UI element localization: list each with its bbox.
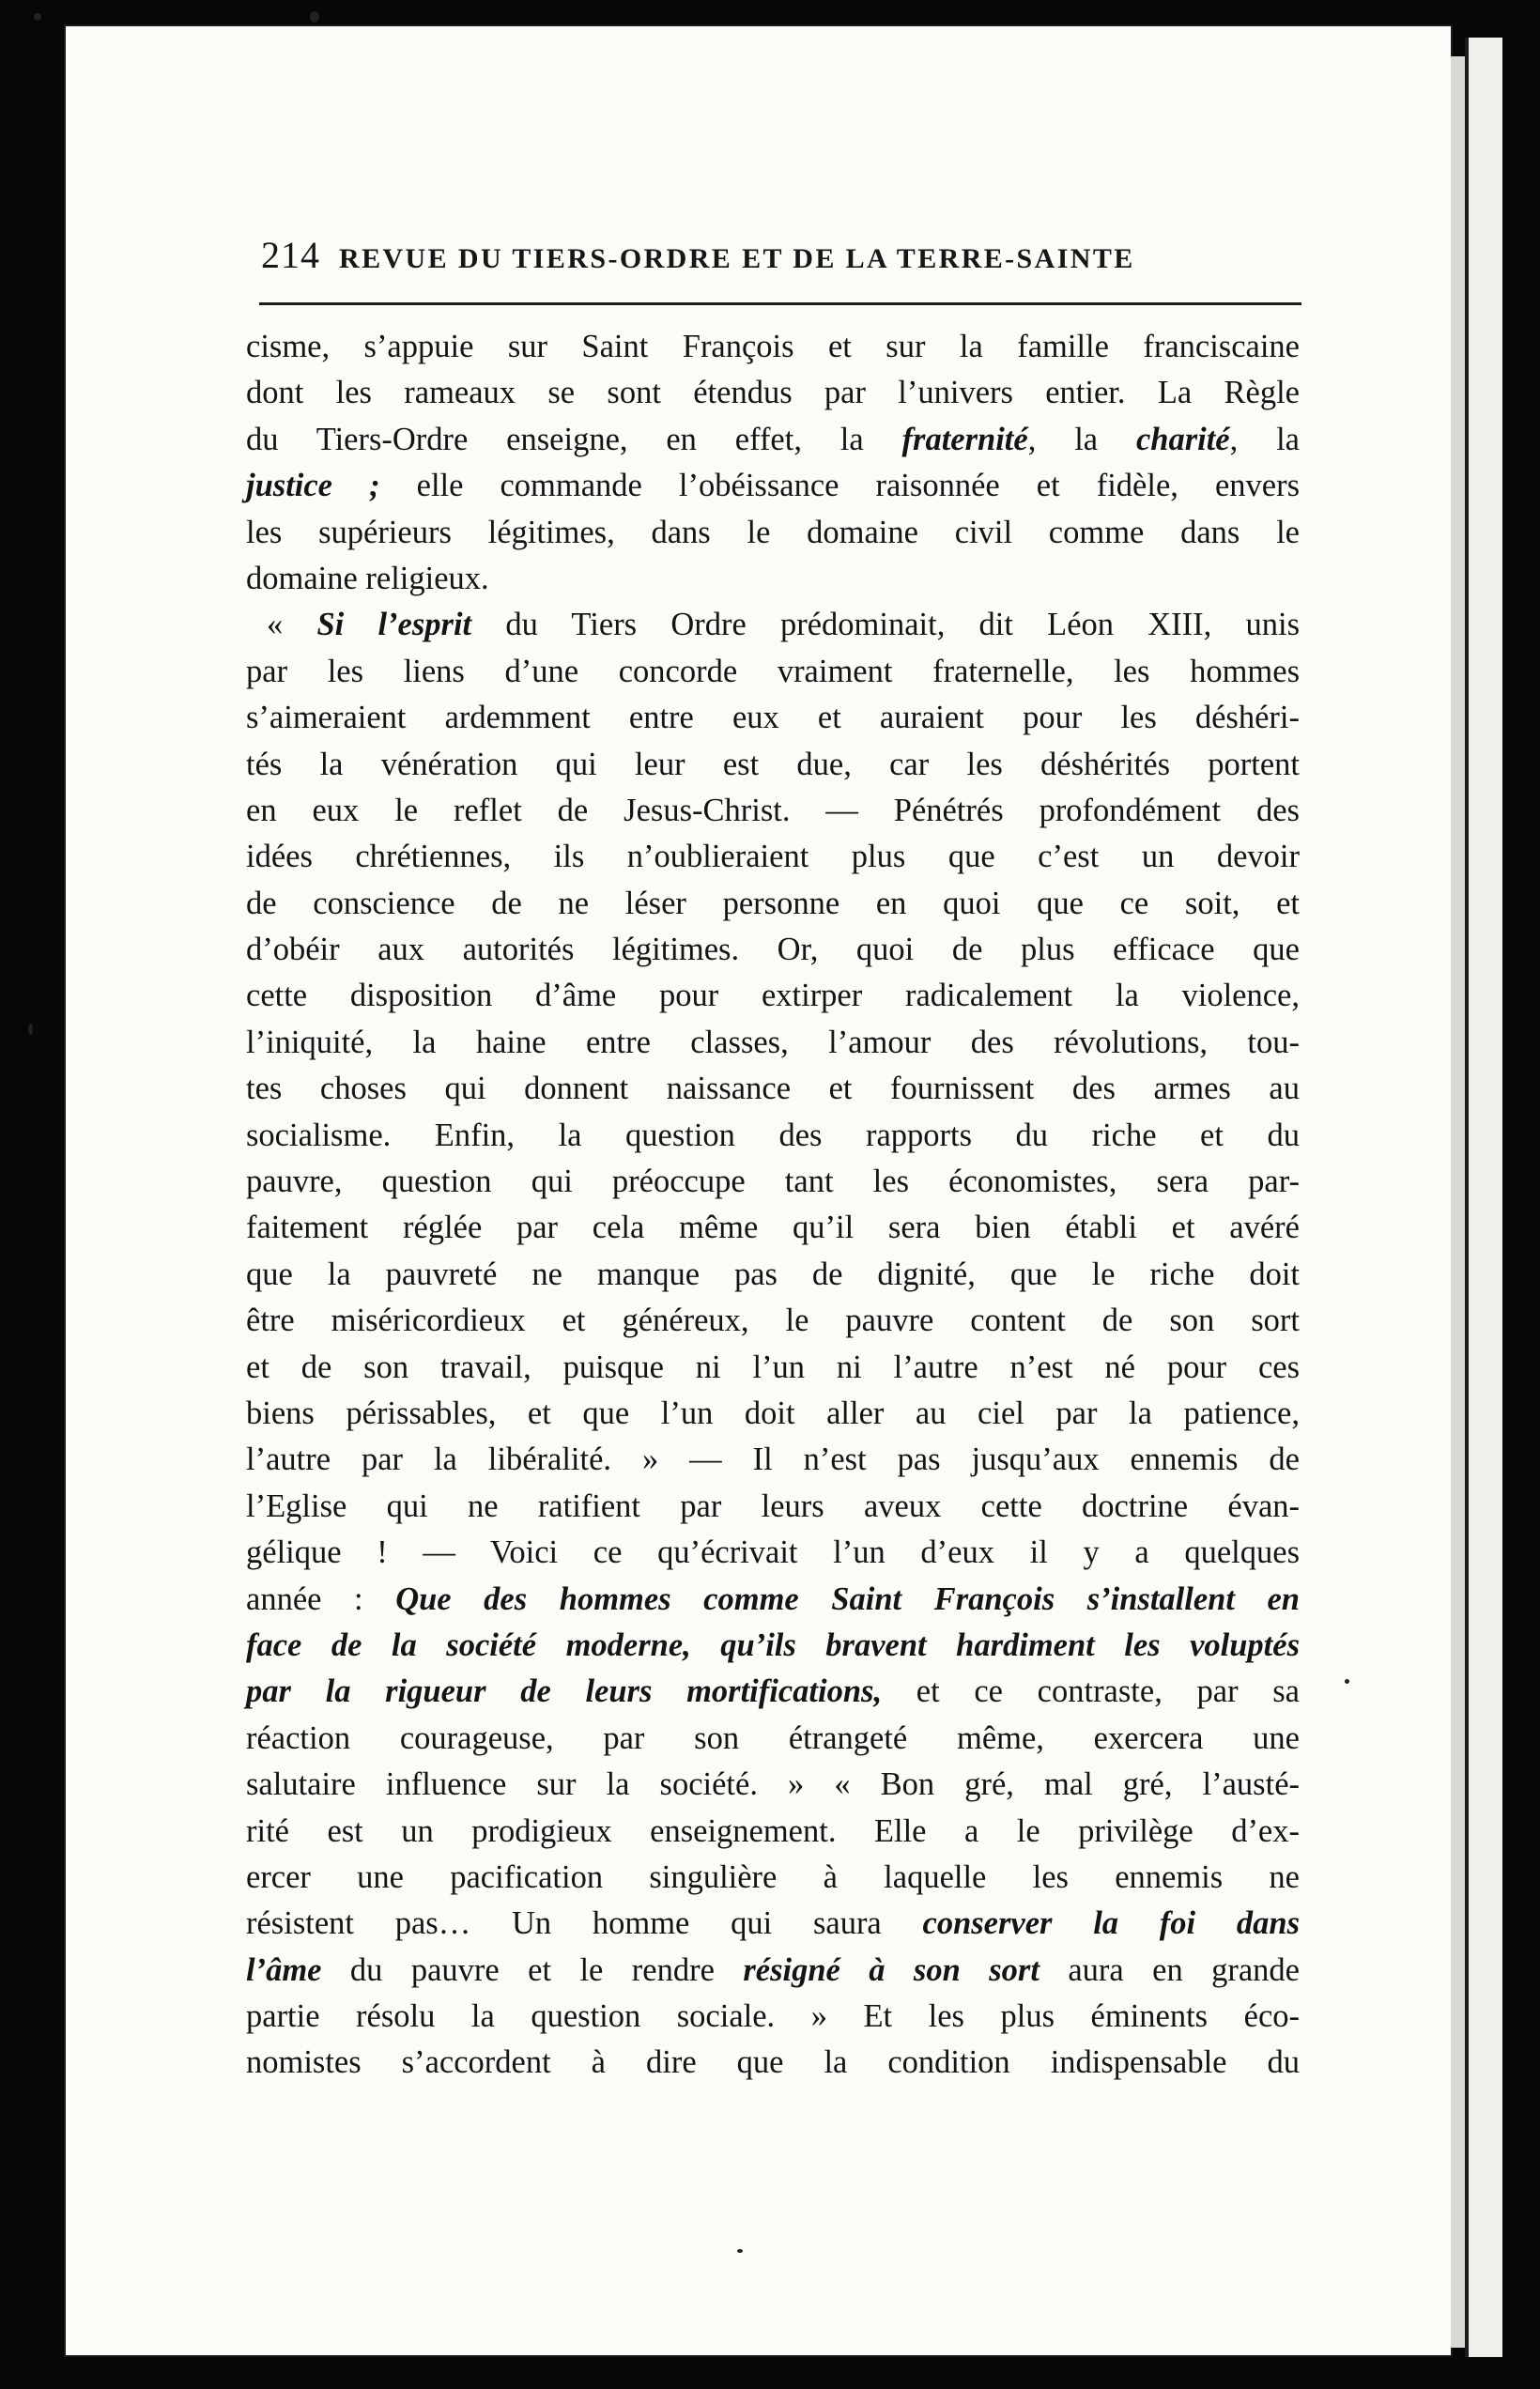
text-line bbox=[246, 1669, 1300, 1715]
text-line bbox=[246, 1994, 1300, 2040]
text-line bbox=[246, 1113, 1300, 1159]
text-segment: du Tiers Ordre prédominait, dit Léon XIII, unis bbox=[471, 607, 1300, 643]
text-segment: que la pauvreté ne manque pas de dignité, que le riche doit bbox=[246, 1256, 1300, 1292]
italic-text: l’âme bbox=[246, 1951, 322, 1988]
text-line bbox=[246, 1159, 1300, 1205]
text-line bbox=[246, 1577, 1300, 1623]
text-line bbox=[246, 1716, 1300, 1762]
header-rule bbox=[259, 302, 1301, 305]
text-segment: l’Eglise qui ne ratifient par leurs aveux cette doctrine évan- bbox=[246, 1487, 1300, 1524]
scan-speck bbox=[34, 13, 41, 21]
text-line bbox=[246, 324, 1300, 370]
text-line bbox=[246, 1901, 1300, 1947]
text-segment: tés la vénération qui leur est due, car les déshérités portent bbox=[246, 746, 1300, 782]
italic-text: charité bbox=[1135, 421, 1230, 457]
text-line bbox=[246, 1252, 1300, 1298]
text-segment: ercer une pacification singulière à laquelle les ennemis ne bbox=[246, 1858, 1300, 1895]
scan-speck bbox=[28, 1024, 33, 1035]
text-line bbox=[246, 973, 1300, 1019]
text-line bbox=[246, 2040, 1300, 2086]
text-segment: nomistes s’accordent à dire que la condition indispensable du bbox=[246, 2044, 1300, 2081]
text-line bbox=[246, 556, 1300, 602]
text-segment: s’aimeraient ardemment entre eux et auraient pour les déshéri- bbox=[246, 700, 1300, 736]
text-line bbox=[246, 1391, 1300, 1437]
italic-text: Si l’esprit bbox=[316, 607, 472, 643]
scan-speck bbox=[1345, 1679, 1349, 1684]
text-line bbox=[246, 1437, 1300, 1483]
text-line bbox=[246, 417, 1300, 463]
text-line bbox=[246, 695, 1300, 741]
text-segment: domaine religieux. bbox=[246, 560, 489, 596]
running-header bbox=[261, 233, 1299, 277]
text-segment: « bbox=[267, 607, 317, 643]
body-text bbox=[246, 324, 1300, 2087]
text-line bbox=[246, 927, 1300, 973]
running-title: REVUE DU TIERS-ORDRE ET DE LA TERRE-SAINTE bbox=[339, 243, 1135, 274]
text-segment: faitement réglée par cela même qu’il sera bien établi et avéré bbox=[246, 1210, 1300, 1246]
text-line bbox=[246, 1020, 1300, 1066]
text-line bbox=[246, 1809, 1300, 1855]
italic-text: par la rigueur de leurs mortifications, bbox=[246, 1673, 883, 1710]
text-segment: cette disposition d’âme pour extirper radicalement la violence, bbox=[246, 978, 1300, 1014]
text-line bbox=[246, 742, 1300, 788]
text-segment: aura en grande bbox=[1039, 1951, 1300, 1988]
text-line bbox=[246, 1345, 1300, 1391]
text-segment: et ce contraste, par sa bbox=[882, 1673, 1300, 1710]
text-segment: et de son travail, puisque ni l’un ni l’autre n’est né pour ces bbox=[246, 1349, 1300, 1385]
text-line bbox=[246, 649, 1300, 695]
next-page-strip bbox=[1465, 38, 1502, 2357]
italic-text: fraternité bbox=[901, 421, 1028, 457]
text-line bbox=[246, 370, 1300, 416]
text-line bbox=[246, 881, 1300, 927]
text-segment: cisme, s’appuie sur Saint François et sur la famille franciscaine bbox=[246, 329, 1300, 364]
italic-text: conserver la foi dans bbox=[922, 1905, 1300, 1942]
text-line bbox=[246, 463, 1300, 509]
text-line bbox=[246, 1623, 1300, 1669]
text-segment: tes choses qui donnent naissance et fournissent des armes au bbox=[246, 1071, 1300, 1107]
text-segment: d’obéir aux autorités légitimes. Or, quoi de plus efficace que bbox=[246, 932, 1300, 968]
text-segment: partie résolu la question sociale. » Et les plus éminents éco- bbox=[246, 1998, 1300, 2035]
text-segment: en eux le reflet de Jesus-Christ. — Pénétrés profondément des bbox=[246, 792, 1300, 828]
text-segment: biens périssables, et que l’un doit aller au ciel par la patience, bbox=[246, 1395, 1300, 1431]
text-line bbox=[246, 788, 1300, 834]
text-line bbox=[246, 834, 1300, 880]
text-segment: l’iniquité, la haine entre classes, l’amour des révolutions, tou- bbox=[246, 1024, 1300, 1060]
text-line bbox=[246, 1205, 1300, 1251]
text-line bbox=[246, 1530, 1300, 1576]
text-segment: idées chrétiennes, ils n’oublieraient plus que c’est un devoir bbox=[246, 839, 1300, 875]
text-segment: les supérieurs légitimes, dans le domaine civil comme dans le bbox=[246, 514, 1300, 550]
text-segment: par les liens d’une concorde vraiment fraternelle, les hommes bbox=[246, 653, 1300, 689]
text-segment: du Tiers-Ordre enseigne, en effet, la bbox=[246, 421, 902, 457]
text-segment: résistent pas… Un homme qui saura bbox=[246, 1905, 923, 1942]
scan-speck bbox=[737, 2249, 743, 2253]
text-segment: elle commande l’obéissance raisonnée et fidèle, envers bbox=[379, 468, 1301, 504]
text-line bbox=[246, 1762, 1300, 1808]
text-segment: gélique ! — Voici ce qu’écrivait l’un d’eux il y a quelques bbox=[246, 1534, 1300, 1571]
text-segment: pauvre, question qui préoccupe tant les économistes, sera par- bbox=[246, 1164, 1300, 1200]
text-segment: socialisme. Enfin, la question des rapports du riche et du bbox=[246, 1117, 1300, 1153]
text-segment: , la bbox=[1027, 421, 1136, 457]
text-line bbox=[246, 510, 1300, 556]
scan-speck bbox=[310, 11, 319, 23]
text-line bbox=[246, 1855, 1300, 1901]
text-segment: réaction courageuse, par son étrangeté même, exercera une bbox=[246, 1719, 1300, 1756]
text-segment: salutaire influence sur la société. » « Bon gré, mal gré, l’austé- bbox=[246, 1766, 1300, 1803]
italic-text: face de la société moderne, qu’ils bravent hardiment les voluptés bbox=[246, 1626, 1300, 1663]
text-segment: l’autre par la libéralité. » — Il n’est pas jusqu’aux ennemis de bbox=[246, 1441, 1300, 1478]
text-segment: dont les rameaux se sont étendus par l’univers entier. La Règle bbox=[246, 375, 1300, 411]
text-segment: rité est un prodigieux enseignement. Elle a le privilège d’ex- bbox=[246, 1812, 1300, 1849]
text-segment: , la bbox=[1229, 421, 1300, 457]
text-line bbox=[246, 1484, 1300, 1530]
text-line bbox=[246, 602, 1300, 648]
text-line bbox=[246, 1948, 1300, 1994]
text-segment: de conscience de ne léser personne en quoi que ce soit, et bbox=[246, 885, 1300, 921]
text-line bbox=[246, 1298, 1300, 1344]
text-segment: du pauvre et le rendre bbox=[321, 1951, 744, 1988]
text-line bbox=[246, 1066, 1300, 1112]
page-number: 214 bbox=[261, 234, 320, 276]
text-segment: être miséricordieux et généreux, le pauvre content de son sort bbox=[246, 1302, 1300, 1339]
text-segment: année : bbox=[246, 1580, 396, 1617]
italic-text: résigné à son sort bbox=[743, 1951, 1040, 1988]
italic-text: Que des hommes comme Saint François s’installent en bbox=[395, 1580, 1300, 1617]
italic-text: justice ; bbox=[246, 468, 380, 504]
